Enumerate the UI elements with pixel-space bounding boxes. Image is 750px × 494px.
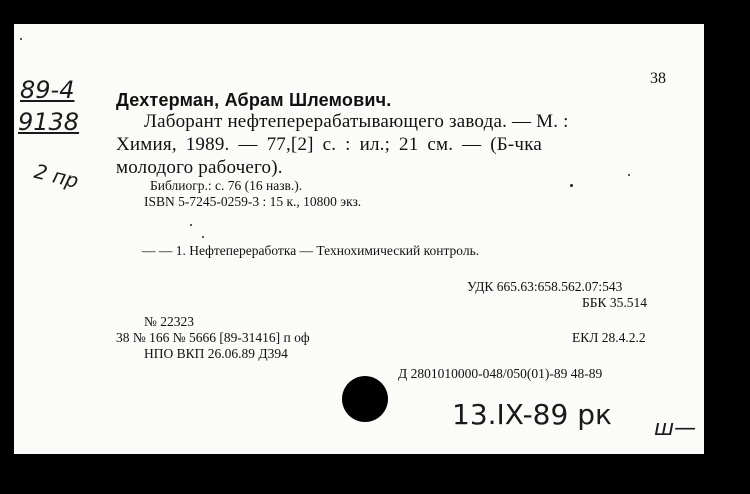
card-number: 38 [650, 70, 666, 87]
punch-hole [342, 376, 388, 422]
bibliography-note: Библиогр.: с. 76 (16 назв.). [150, 178, 303, 193]
bbk-code: ББК 35.514 [582, 295, 648, 310]
title-line-3: молодого рабочего). [116, 157, 283, 178]
title-line-1: Лаборант нефтеперерабатывающего завода. — М. : [144, 111, 569, 132]
speck [20, 38, 22, 40]
title-line-2: Химия, 1989. — 77,[2] с. : ил.; 21 см. — (Б-чка [116, 134, 542, 155]
handwritten-inventory-number: 9138 [18, 108, 80, 136]
author-heading: Дехтерман, Абрам Шлемович. [116, 90, 392, 110]
isbn-line: ISBN 5-7245-0259-3 : 15 к., 10800 экз. [144, 194, 362, 209]
handwritten-date: 13.IX-89 рк [452, 398, 612, 431]
speck [570, 184, 573, 187]
ekl-code: ЕКЛ 28.4.2.2 [572, 330, 646, 345]
classification-code: Д 2801010000-048/050(01)-89 48-89 [398, 366, 603, 381]
speck [190, 224, 192, 226]
order-number: № 22323 [144, 314, 195, 329]
catalog-card [14, 24, 704, 454]
handwritten-initials: ш— [654, 416, 697, 441]
handwritten-copies-note: 2 пр [31, 158, 82, 194]
speck [628, 174, 630, 176]
handwritten-shelf-mark: 89-4 [20, 76, 75, 104]
print-line: 38 № 166 № 5666 [89-31416] п оф [116, 330, 310, 345]
udk-code: УДК 665.63:658.562.07:543 [467, 279, 623, 294]
speck [202, 236, 204, 238]
subject-heading: — — 1. Нефтепереработка — Технохимический контроль. [142, 243, 480, 258]
npo-line: НПО ВКП 26.06.89 Д394 [144, 346, 288, 361]
